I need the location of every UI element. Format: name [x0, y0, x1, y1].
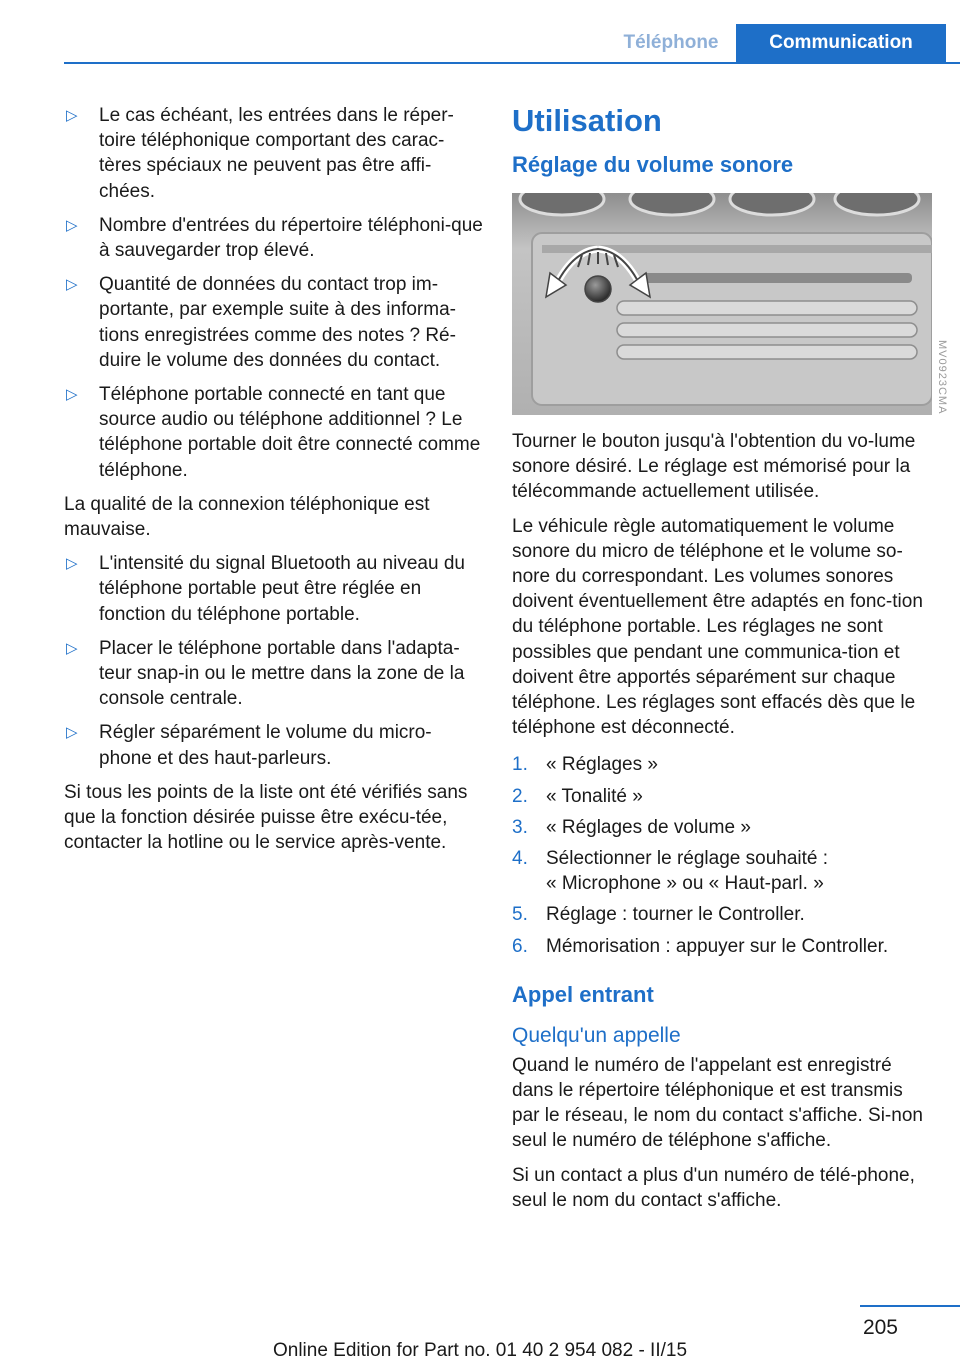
- triangle-bullet-icon: ▷: [66, 216, 78, 234]
- list-item: ▷ Téléphone portable connecté en tant que source audio ou téléphone additionnel ? Le téléphone portable doit être connecté comme téléphone.: [66, 384, 481, 481]
- volume-heading: Réglage du volume sonore: [512, 152, 794, 177]
- console-illustration: [512, 193, 932, 415]
- list-item: ▷ Nombre d'entrées du répertoire téléphoni-que à sauvegarder trop élevé.: [66, 214, 483, 262]
- header-section-tab: Téléphone: [623, 32, 719, 53]
- section-title: Utilisation: [512, 103, 662, 138]
- step-item: 3. « Réglages de volume »: [512, 816, 751, 838]
- header-rule: [64, 62, 960, 64]
- paragraph-final: Si tous les points de la liste ont été vérifiés sans que la fonction désirée puisse être exécu-tée, contacter la hotline ou le service après-vente.: [64, 781, 468, 854]
- triangle-bullet-icon: ▷: [66, 639, 78, 657]
- list-item: ▷ L'intensité du signal Bluetooth au niveau du téléphone portable peut être réglée en fonction du téléphone portable.: [66, 553, 465, 625]
- image-code: MV0923CMA: [936, 340, 948, 415]
- paragraph-caller: Quand le numéro de l'appelant est enregistré dans le répertoire téléphonique et est transmis par le réseau, le nom du contact s'affiche. Si-non seul le numéro de téléphone s'affiche.: [512, 1054, 923, 1152]
- list-item: ▷ Quantité de données du contact trop im-portante, par exemple suite à des informa-tions enregistrées comme des notes ? Ré-duire le volume des données du contact.: [66, 274, 456, 371]
- step-item: 5. Réglage : tourner le Controller.: [512, 904, 805, 926]
- step-item: 2. « Tonalité »: [512, 785, 643, 807]
- page-number: 205: [862, 1316, 898, 1339]
- list-item: ▷ Le cas échéant, les entrées dans le réper-toire téléphonique comportant des carac-tères spéciaux ne peuvent pas être affi-chées.: [66, 105, 454, 202]
- triangle-bullet-icon: ▷: [66, 555, 78, 573]
- console-photo: [512, 193, 932, 415]
- step-item: 1. « Réglages »: [512, 754, 658, 776]
- list-item: ▷ Régler séparément le volume du micro-phone et des haut-parleurs.: [66, 722, 432, 769]
- right-column: [512, 103, 932, 1222]
- paragraph-vehicle: Le véhicule règle automatiquement le volume sonore du micro de téléphone et le volume so-nore du correspondant. Les volumes sonores doivent éventuellement être adaptés en fonc-tion du téléphone portable. Les réglages ne sont possibles que pendant une communica-tion et doivent être apportés séparément sur chaque téléphone. Les réglages sont effacés dès que le téléphone est déconnecté.: [512, 515, 923, 739]
- triangle-bullet-icon: ▷: [66, 276, 78, 294]
- left-column: [64, 103, 484, 864]
- triangle-bullet-icon: ▷: [66, 386, 78, 404]
- paragraph-multi-number: Si un contact a plus d'un numéro de télé-phone, seul le nom du contact s'affiche.: [512, 1164, 915, 1211]
- list-item: ▷ Placer le téléphone portable dans l'adapta-teur snap-in ou le mettre dans la zone de la console centrale.: [66, 637, 465, 710]
- incoming-call-heading: Appel entrant: [512, 981, 654, 1007]
- someone-calls-heading: Quelqu'un appelle: [512, 1023, 681, 1047]
- page-number-rule: [860, 1305, 960, 1307]
- paragraph-turn: Tourner le bouton jusqu'à l'obtention du vo-lume sonore désiré. Le réglage est mémorisé pour la télécommande actuellement utilisée.: [512, 431, 916, 503]
- triangle-bullet-icon: ▷: [66, 107, 78, 124]
- footer-edition: Online Edition for Part no. 01 40 2 954 082 - II/15: [272, 1340, 688, 1361]
- header-chapter-tab: Communication: [736, 24, 946, 62]
- paragraph-quality: La qualité de la connexion téléphonique est mauvaise.: [64, 493, 430, 541]
- step-item: 6. Mémorisation : appuyer sur le Controller.: [512, 935, 889, 957]
- step-item: 4. Sélectionner le réglage souhaité : « Microphone » ou « Haut-parl. »: [512, 848, 829, 895]
- triangle-bullet-icon: ▷: [66, 724, 78, 742]
